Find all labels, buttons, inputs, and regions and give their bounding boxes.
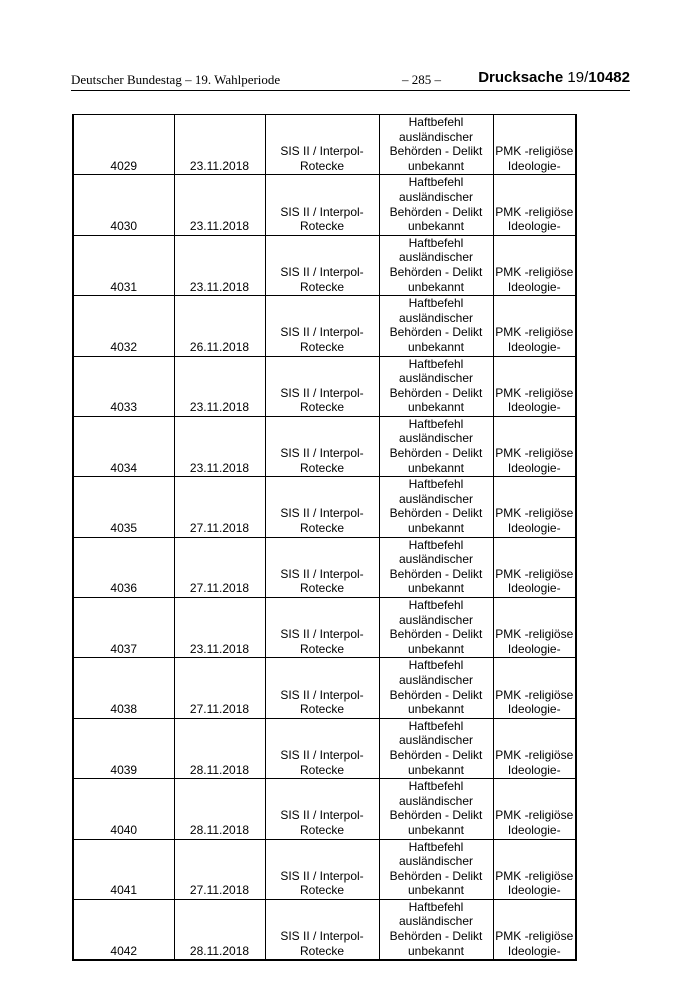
category-cell: PMK -religiöse Ideologie- bbox=[493, 356, 576, 416]
date-cell: 23.11.2018 bbox=[174, 598, 265, 658]
page-number: – 285 – bbox=[402, 72, 441, 87]
table-row bbox=[73, 416, 576, 476]
date-cell: 23.11.2018 bbox=[174, 416, 265, 476]
category-cell: PMK -religiöse Ideologie- bbox=[493, 416, 576, 476]
basis-cell: Haftbefehl ausländischer Behörden - Delikt unbekannt bbox=[379, 477, 493, 537]
table-row bbox=[73, 839, 576, 899]
source-cell: SIS II / Interpol-Rotecke bbox=[265, 477, 379, 537]
records-table-body bbox=[73, 115, 576, 961]
source-cell: SIS II / Interpol-Rotecke bbox=[265, 416, 379, 476]
record-id-cell: 4035 bbox=[73, 477, 174, 537]
record-id-cell: 4030 bbox=[73, 175, 174, 235]
record-id-cell: 4031 bbox=[73, 235, 174, 295]
table-row bbox=[73, 718, 576, 778]
record-id-cell: 4039 bbox=[73, 718, 174, 778]
category-cell: PMK -religiöse Ideologie- bbox=[493, 779, 576, 839]
document-number-prefix: 19/ bbox=[563, 69, 589, 86]
record-id-cell: 4032 bbox=[73, 296, 174, 356]
date-cell: 27.11.2018 bbox=[174, 839, 265, 899]
basis-cell: Haftbefehl ausländischer Behörden - Delikt unbekannt bbox=[379, 658, 493, 718]
category-cell: PMK -religiöse Ideologie- bbox=[493, 537, 576, 597]
table-row bbox=[73, 235, 576, 295]
table-row bbox=[73, 779, 576, 839]
table-row bbox=[73, 537, 576, 597]
record-id-cell: 4034 bbox=[73, 416, 174, 476]
record-id-cell: 4037 bbox=[73, 598, 174, 658]
document-number-value: 10482 bbox=[588, 69, 630, 86]
source-cell: SIS II / Interpol-Rotecke bbox=[265, 899, 379, 960]
source-cell: SIS II / Interpol-Rotecke bbox=[265, 658, 379, 718]
category-cell: PMK -religiöse Ideologie- bbox=[493, 175, 576, 235]
table-row bbox=[73, 477, 576, 537]
date-cell: 23.11.2018 bbox=[174, 115, 265, 175]
source-cell: SIS II / Interpol-Rotecke bbox=[265, 115, 379, 175]
basis-cell: Haftbefehl ausländischer Behörden - Delikt unbekannt bbox=[379, 839, 493, 899]
table-row bbox=[73, 296, 576, 356]
date-cell: 27.11.2018 bbox=[174, 477, 265, 537]
date-cell: 23.11.2018 bbox=[174, 235, 265, 295]
source-cell: SIS II / Interpol-Rotecke bbox=[265, 598, 379, 658]
date-cell: 27.11.2018 bbox=[174, 537, 265, 597]
document-label: Drucksache bbox=[478, 69, 564, 86]
source-cell: SIS II / Interpol-Rotecke bbox=[265, 356, 379, 416]
records-table bbox=[72, 114, 577, 961]
record-id-cell: 4036 bbox=[73, 537, 174, 597]
table-row bbox=[73, 598, 576, 658]
record-id-cell: 4041 bbox=[73, 839, 174, 899]
date-cell: 28.11.2018 bbox=[174, 899, 265, 960]
category-cell: PMK -religiöse Ideologie- bbox=[493, 235, 576, 295]
date-cell: 28.11.2018 bbox=[174, 718, 265, 778]
date-cell: 23.11.2018 bbox=[174, 175, 265, 235]
table-row bbox=[73, 658, 576, 718]
page-header bbox=[71, 70, 630, 91]
date-cell: 26.11.2018 bbox=[174, 296, 265, 356]
basis-cell: Haftbefehl ausländischer Behörden - Delikt unbekannt bbox=[379, 235, 493, 295]
source-cell: SIS II / Interpol-Rotecke bbox=[265, 718, 379, 778]
basis-cell: Haftbefehl ausländischer Behörden - Delikt unbekannt bbox=[379, 175, 493, 235]
table-row bbox=[73, 175, 576, 235]
basis-cell: Haftbefehl ausländischer Behörden - Delikt unbekannt bbox=[379, 296, 493, 356]
date-cell: 28.11.2018 bbox=[174, 779, 265, 839]
source-cell: SIS II / Interpol-Rotecke bbox=[265, 175, 379, 235]
basis-cell: Haftbefehl ausländischer Behörden - Delikt unbekannt bbox=[379, 537, 493, 597]
category-cell: PMK -religiöse Ideologie- bbox=[493, 477, 576, 537]
document-number bbox=[478, 69, 630, 86]
source-cell: SIS II / Interpol-Rotecke bbox=[265, 296, 379, 356]
table-row bbox=[73, 115, 576, 175]
basis-cell: Haftbefehl ausländischer Behörden - Delikt unbekannt bbox=[379, 718, 493, 778]
basis-cell: Haftbefehl ausländischer Behörden - Delikt unbekannt bbox=[379, 115, 493, 175]
source-cell: SIS II / Interpol-Rotecke bbox=[265, 537, 379, 597]
table-row bbox=[73, 356, 576, 416]
basis-cell: Haftbefehl ausländischer Behörden - Delikt unbekannt bbox=[379, 416, 493, 476]
record-id-cell: 4042 bbox=[73, 899, 174, 960]
publication-name: Deutscher Bundestag – 19. Wahlperiode bbox=[71, 72, 281, 87]
category-cell: PMK -religiöse Ideologie- bbox=[493, 718, 576, 778]
category-cell: PMK -religiöse Ideologie- bbox=[493, 899, 576, 960]
source-cell: SIS II / Interpol-Rotecke bbox=[265, 839, 379, 899]
category-cell: PMK -religiöse Ideologie- bbox=[493, 296, 576, 356]
record-id-cell: 4029 bbox=[73, 115, 174, 175]
record-id-cell: 4038 bbox=[73, 658, 174, 718]
category-cell: PMK -religiöse Ideologie- bbox=[493, 598, 576, 658]
basis-cell: Haftbefehl ausländischer Behörden - Delikt unbekannt bbox=[379, 598, 493, 658]
table-row bbox=[73, 899, 576, 960]
source-cell: SIS II / Interpol-Rotecke bbox=[265, 779, 379, 839]
category-cell: PMK -religiöse Ideologie- bbox=[493, 839, 576, 899]
date-cell: 27.11.2018 bbox=[174, 658, 265, 718]
date-cell: 23.11.2018 bbox=[174, 356, 265, 416]
record-id-cell: 4040 bbox=[73, 779, 174, 839]
source-cell: SIS II / Interpol-Rotecke bbox=[265, 235, 379, 295]
basis-cell: Haftbefehl ausländischer Behörden - Delikt unbekannt bbox=[379, 356, 493, 416]
category-cell: PMK -religiöse Ideologie- bbox=[493, 115, 576, 175]
category-cell: PMK -religiöse Ideologie- bbox=[493, 658, 576, 718]
record-id-cell: 4033 bbox=[73, 356, 174, 416]
basis-cell: Haftbefehl ausländischer Behörden - Delikt unbekannt bbox=[379, 899, 493, 960]
basis-cell: Haftbefehl ausländischer Behörden - Delikt unbekannt bbox=[379, 779, 493, 839]
